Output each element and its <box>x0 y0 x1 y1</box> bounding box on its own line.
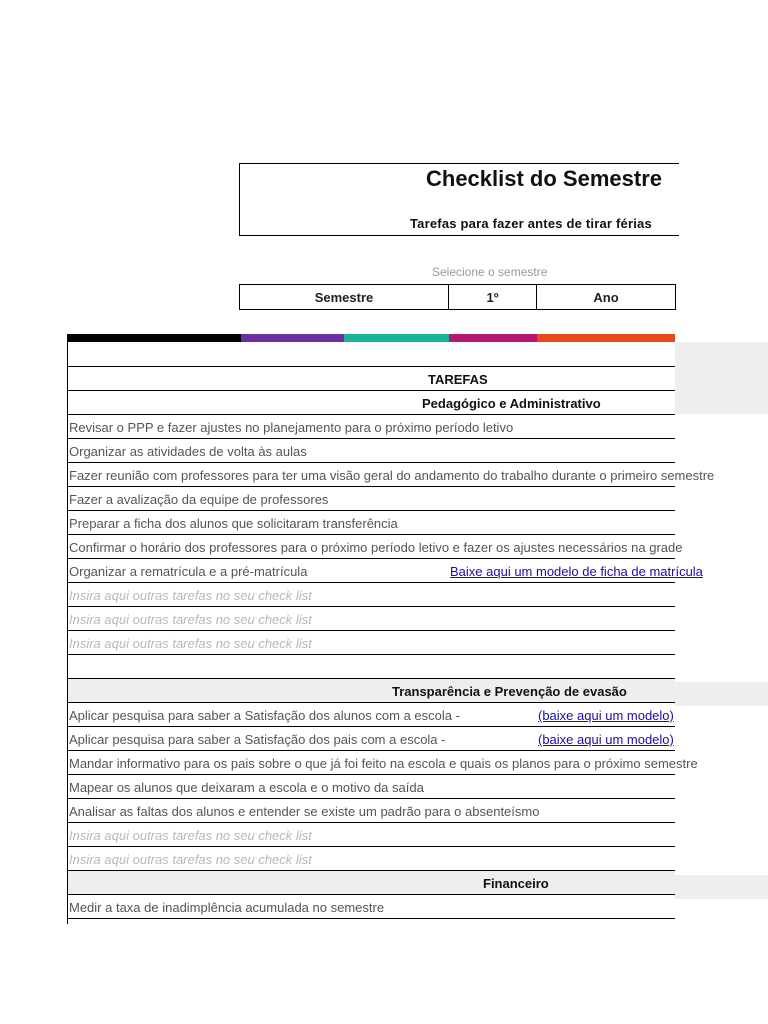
placeholder-row <box>67 631 675 655</box>
template-link[interactable]: Baixe aqui um modelo de ficha de matrícula <box>450 564 703 579</box>
task-text: Fazer a avalização da equipe de professores <box>69 492 329 507</box>
template-link[interactable]: (baixe aqui um modelo) <box>538 708 674 723</box>
task-text: Mapear os alunos que deixaram a escola e o motivo da saída <box>69 780 424 795</box>
task-row <box>67 463 715 487</box>
task-text: Confirmar o horário dos professores para o próximo período letivo e fazer os ajustes necessários na grade <box>69 540 683 555</box>
year-label: Ano <box>593 289 619 305</box>
task-text: Aplicar pesquisa para saber a Satisfação dos pais com a escola - <box>69 732 446 747</box>
placeholder-row <box>67 847 675 871</box>
section-title-row <box>67 391 675 415</box>
section-title-row <box>67 679 675 703</box>
semester-label: Semestre <box>240 285 449 309</box>
semester-hint: Selecione o semestre <box>432 265 548 279</box>
section-title: Pedagógico e Administrativo <box>422 396 601 411</box>
color-bar <box>67 334 675 342</box>
task-text: Fazer reunião com professores para ter uma visão geral do andamento do trabalho durante o primeiro semestre <box>69 468 715 483</box>
table-spacer-row <box>67 655 675 679</box>
task-row <box>67 751 698 775</box>
placeholder-text[interactable]: Insira aqui outras tarefas no seu check list <box>69 852 312 867</box>
task-row <box>67 799 675 823</box>
task-text: Revisar o PPP e fazer ajustes no planejamento para o próximo período letivo <box>69 420 514 435</box>
task-row <box>67 487 675 511</box>
task-row <box>67 895 675 919</box>
color-bar-segment <box>67 334 241 342</box>
task-row <box>67 439 675 463</box>
task-row <box>67 511 675 535</box>
placeholder-text[interactable]: Insira aqui outras tarefas no seu check list <box>69 828 312 843</box>
task-text: Medir a taxa de inadimplência acumulada no semestre <box>69 900 385 915</box>
template-link[interactable]: (baixe aqui um modelo) <box>538 732 674 747</box>
placeholder-text[interactable]: Insira aqui outras tarefas no seu check list <box>69 636 312 651</box>
placeholder-row <box>67 823 675 847</box>
section-title: Transparência e Prevenção de evasão <box>392 684 627 699</box>
task-row <box>67 727 675 751</box>
task-row <box>67 535 683 559</box>
table-left-border <box>67 342 68 924</box>
task-row <box>67 559 703 583</box>
placeholder-text[interactable]: Insira aqui outras tarefas no seu check list <box>69 588 312 603</box>
placeholder-row <box>67 607 675 631</box>
placeholder-row <box>67 583 675 607</box>
page-title: Checklist do Semestre <box>426 166 662 191</box>
side-fill <box>675 875 768 899</box>
page-subtitle: Tarefas para fazer antes de tirar férias <box>410 216 652 231</box>
task-row <box>67 415 675 439</box>
semester-select[interactable]: 1º <box>449 285 537 309</box>
tarefas-header: TAREFAS <box>428 372 488 387</box>
color-bar-segment <box>449 334 537 342</box>
color-bar-segment <box>241 334 344 342</box>
task-text: Organizar as atividades de volta às aulas <box>69 444 307 459</box>
task-text: Mandar informativo para os pais sobre o que já foi feito na escola e quais os planos para o próximo semestre <box>69 756 698 771</box>
side-fill <box>675 682 768 706</box>
task-row <box>67 703 675 727</box>
side-fill <box>675 342 768 414</box>
table-blank-row <box>67 342 675 367</box>
task-text: Aplicar pesquisa para saber a Satisfação dos alunos com a escola - <box>69 708 460 723</box>
tarefas-header-row <box>67 367 675 391</box>
placeholder-text[interactable]: Insira aqui outras tarefas no seu check list <box>69 612 312 627</box>
task-text: Organizar a rematrícula e a pré-matrícula <box>69 564 308 579</box>
section-title: Financeiro <box>483 876 549 891</box>
task-row <box>67 775 675 799</box>
color-bar-segment <box>344 334 449 342</box>
section-title-row <box>67 871 675 895</box>
task-text: Preparar a ficha dos alunos que solicitaram transferência <box>69 516 398 531</box>
task-text: Analisar as faltas dos alunos e entender se existe um padrão para o absenteísmo <box>69 804 540 819</box>
color-bar-segment <box>537 334 675 342</box>
semester-row <box>239 284 676 310</box>
